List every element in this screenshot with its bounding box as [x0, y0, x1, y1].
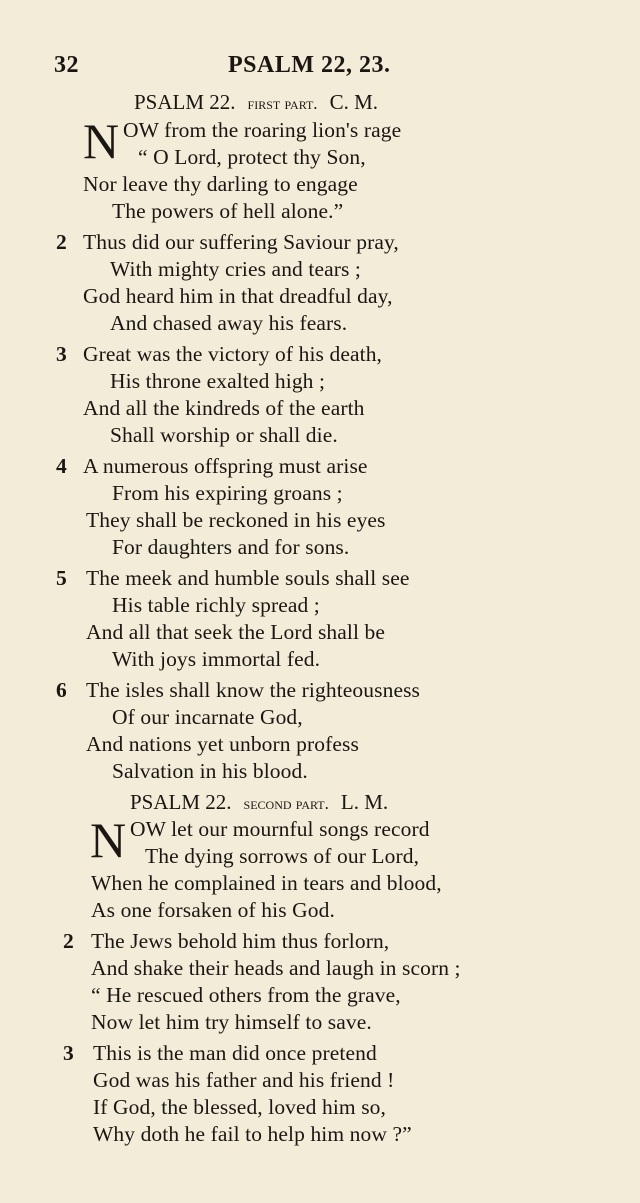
drop-cap: N — [90, 812, 127, 868]
verse-line: OW let our mournful songs record — [130, 817, 430, 841]
verse-line: This is the man did once pretend — [93, 1041, 377, 1065]
verse-line: The meek and humble souls shall see — [86, 566, 410, 590]
verse-line: Shall worship or shall die. — [110, 423, 338, 447]
stanza-number: 2 — [63, 929, 74, 953]
hymn-heading-first-part — [134, 90, 378, 115]
meter-label: C. M. — [329, 90, 378, 114]
running-head — [0, 52, 640, 84]
stanza-number: 2 — [56, 230, 67, 254]
stanza-number: 3 — [63, 1041, 74, 1065]
verse-line: Now let him try himself to save. — [91, 1010, 372, 1034]
page-number: 32 — [54, 52, 79, 78]
psalm-label: PSALM 22. — [134, 90, 236, 114]
verse-line: Great was the victory of his death, — [83, 342, 383, 366]
drop-cap: N — [83, 113, 120, 169]
verse-line: His table richly spread ; — [112, 593, 320, 617]
verse-line: And chased away his fears. — [110, 311, 348, 335]
verse-line: For daughters and for sons. — [112, 535, 350, 559]
stanza-number: 5 — [56, 566, 67, 590]
header-title: PSALM 22, 23. — [228, 52, 391, 78]
verse-line: The powers of hell alone.” — [112, 199, 344, 223]
stanza-number: 3 — [56, 342, 67, 366]
verse-line: And all that seek the Lord shall be — [86, 620, 386, 644]
verse-line: Why doth he fail to help him now ?” — [93, 1122, 412, 1146]
verse-line: Thus did our suffering Saviour pray, — [83, 230, 399, 254]
part-label: second part. — [243, 794, 329, 813]
meter-label: L. M. — [340, 790, 389, 814]
verse-line: They shall be reckoned in his eyes — [86, 508, 386, 532]
verse-line: God heard him in that dreadful day, — [83, 284, 393, 308]
verse-line: From his expiring groans ; — [112, 481, 343, 505]
verse-line: And nations yet unborn profess — [86, 732, 359, 756]
verse-line: “ O Lord, protect thy Son, — [138, 145, 366, 169]
verse-line: The Jews behold him thus forlorn, — [91, 929, 390, 953]
verse-line: As one forsaken of his God. — [91, 898, 335, 922]
stanza-number: 6 — [56, 678, 67, 702]
verse-line: And all the kindreds of the earth — [83, 396, 365, 420]
verse-line: His throne exalted high ; — [110, 369, 326, 393]
verse-line: With mighty cries and tears ; — [110, 257, 362, 281]
verse-line: And shake their heads and laugh in scorn ; — [91, 956, 461, 980]
verse-line: “ He rescued others from the grave, — [91, 983, 401, 1007]
verse-line: If God, the blessed, loved him so, — [93, 1095, 387, 1119]
part-label: first part. — [247, 94, 318, 113]
verse-line: God was his father and his friend ! — [93, 1068, 395, 1092]
verse-line: When he complained in tears and blood, — [91, 871, 442, 895]
verse-line: A numerous offspring must arise — [83, 454, 368, 478]
stanza-number: 4 — [56, 454, 67, 478]
verse-line: Nor leave thy darling to engage — [83, 172, 358, 196]
hymn-heading-second-part — [130, 790, 388, 815]
verse-line: OW from the roaring lion's rage — [123, 118, 402, 142]
verse-line: Salvation in his blood. — [112, 759, 308, 783]
verse-line: Of our incarnate God, — [112, 705, 303, 729]
verse-line: With joys immortal fed. — [112, 647, 321, 671]
psalm-label: PSALM 22. — [130, 790, 232, 814]
verse-line: The dying sorrows of our Lord, — [145, 844, 420, 868]
verse-line: The isles shall know the righteousness — [86, 678, 421, 702]
